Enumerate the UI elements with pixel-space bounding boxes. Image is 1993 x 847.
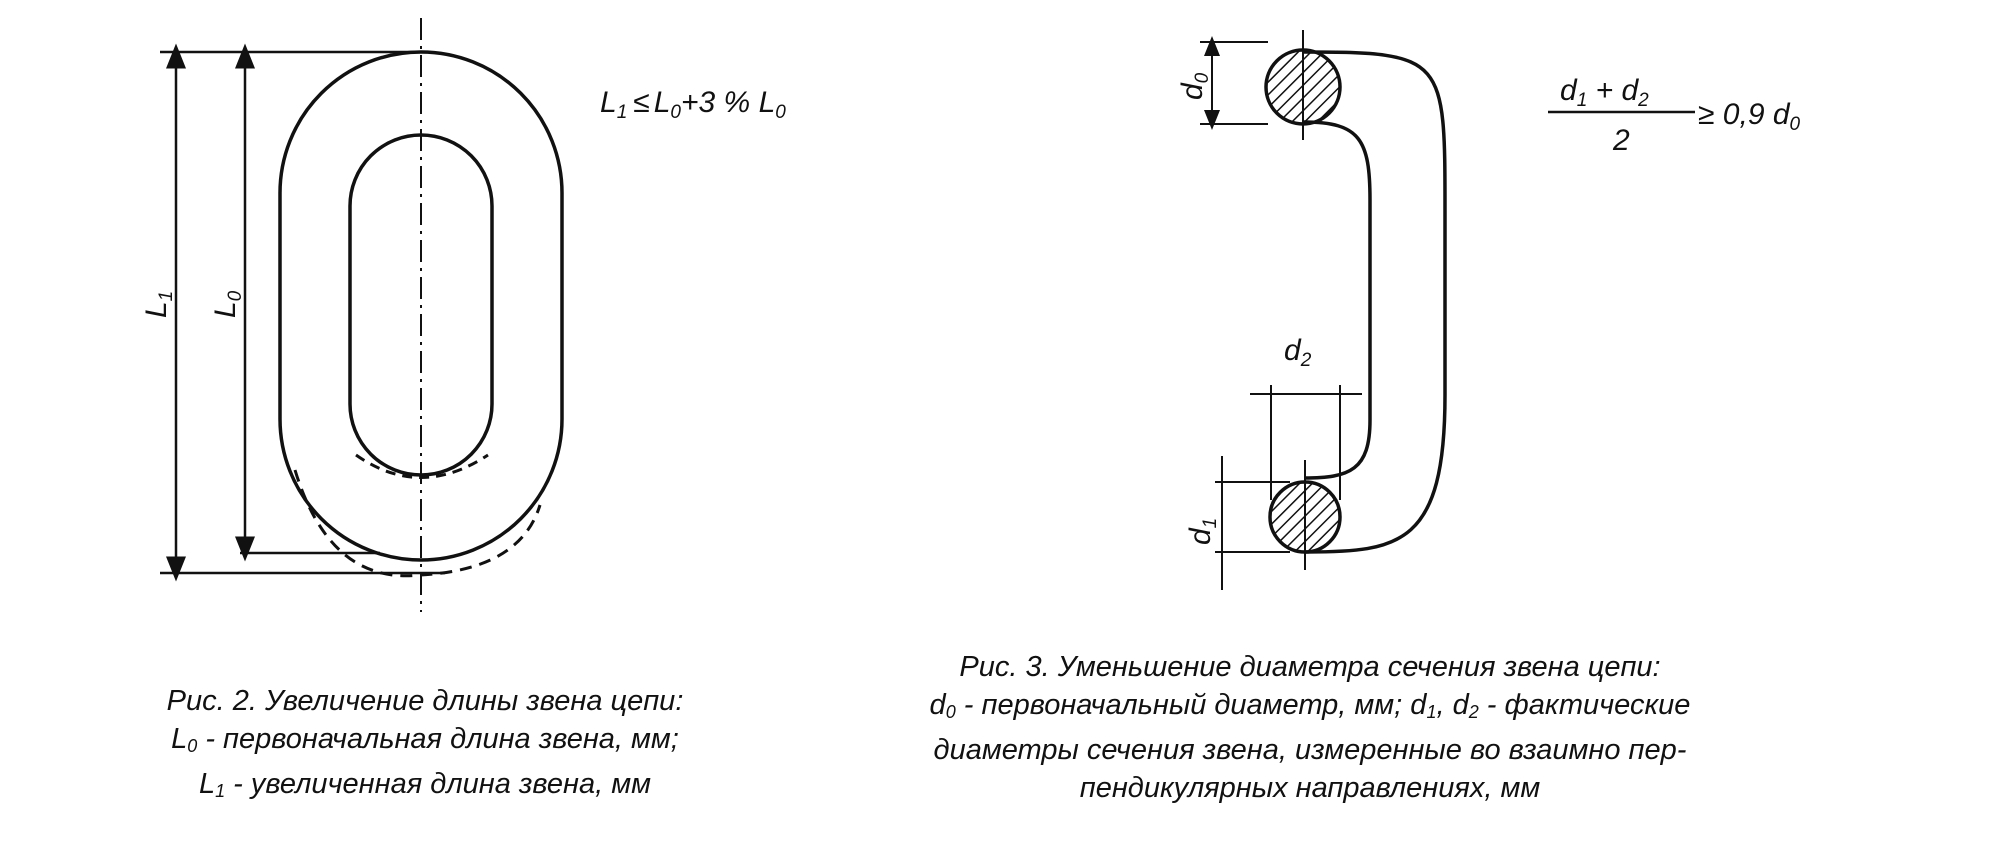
figure-3-caption-line4: пендикулярных направлениях, мм xyxy=(1079,772,1541,804)
figure-2-caption-line3: $L_1$ - увеличенная длина звена, мм xyxy=(198,768,652,801)
figure-3-caption xyxy=(930,648,1691,807)
figure-2-caption-line2: $L_0$ - первоначальная длина звена, мм; xyxy=(171,723,679,756)
label-d2: $d_2$ xyxy=(1284,334,1312,371)
figure-3-chain-link-diameter xyxy=(1176,30,1801,590)
label-d1: $d_1$ xyxy=(1184,517,1221,545)
figure-3-caption-line2: $d_0$ - первоначальный диаметр, мм; $d_1$, $d_2$ - фактические xyxy=(929,689,1691,722)
link-half-inner-contour xyxy=(1304,122,1370,478)
figure-2-chain-link-elongation xyxy=(140,18,786,612)
figure-3-caption-line3: диаметры сечения звена, измеренные во взаимно пер- xyxy=(933,734,1687,766)
formula-numerator: $d_1 + d_2$ xyxy=(1560,74,1649,111)
figure-2-caption xyxy=(155,682,695,810)
formula-diameter xyxy=(1548,74,1801,157)
formula-elongation: $L_1 \le L_0+3$ % $L_0$ xyxy=(600,86,786,123)
label-l0: $L_0$ xyxy=(209,290,246,318)
formula-denominator: 2 xyxy=(1613,124,1630,157)
label-l1: $L_1$ xyxy=(140,290,177,318)
label-d0: $d_0$ xyxy=(1176,72,1213,100)
formula-rhs: ≥ 0,9 $d_0$ xyxy=(1698,98,1801,135)
figure-2-caption-line1: Рис. 2. Увеличение длины звена цепи: xyxy=(166,685,684,717)
figure-3-caption-line1: Рис. 3. Уменьшение диаметра сечения звена цепи: xyxy=(959,651,1661,683)
